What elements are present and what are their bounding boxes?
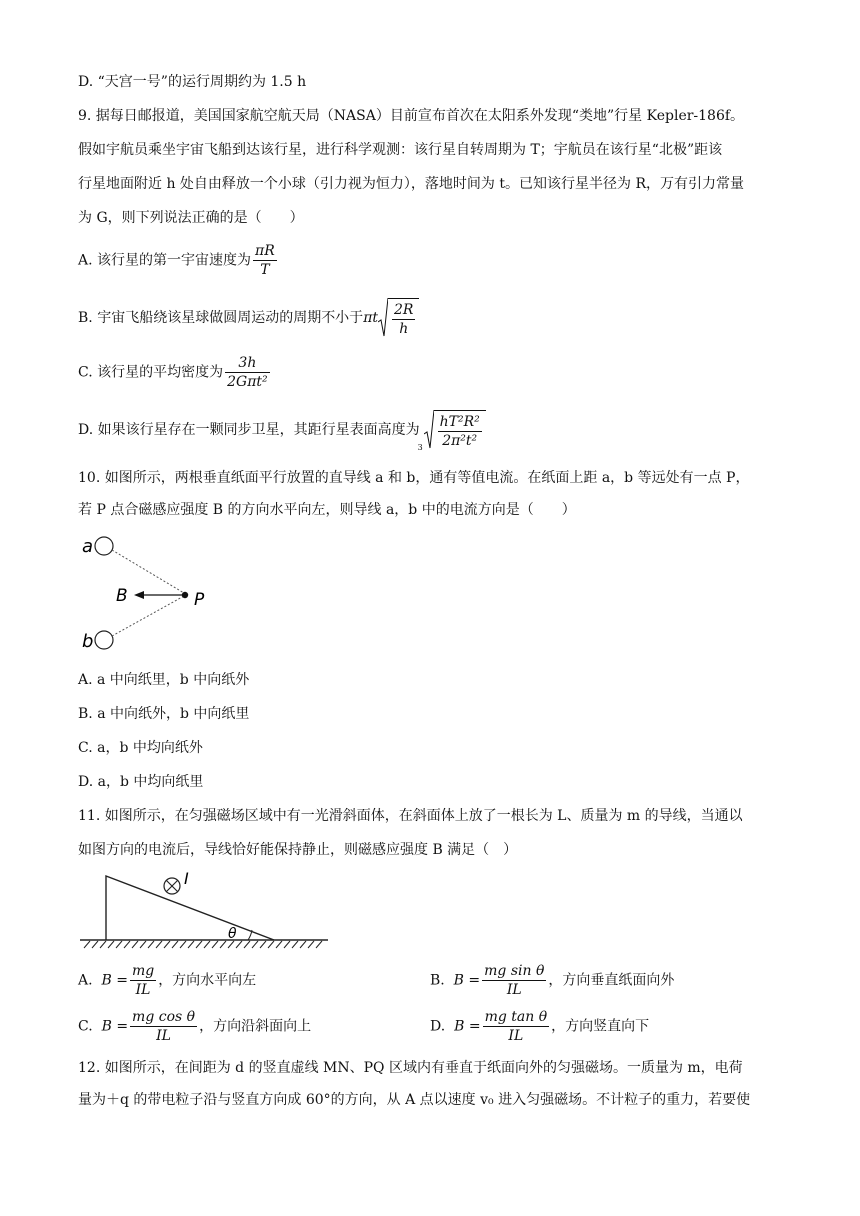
q9-option-d-cuberoot	[417, 410, 486, 452]
label-I: I	[184, 869, 189, 888]
q9-option-a-text: A. 该行星的第一宇宙速度为	[78, 252, 252, 269]
q11-option-c-den: IL	[156, 1028, 171, 1044]
q11-option-b-letter: B.	[430, 972, 445, 989]
q11-option-a-letter: A.	[78, 972, 93, 989]
q8-option-d: D. “天宫一号”的运行周期约为 1.5 h	[78, 74, 307, 90]
q9-option-a	[78, 242, 279, 279]
q9-option-b-prefix: πt	[363, 310, 379, 326]
q11-option-a-lhs: B =	[101, 972, 128, 989]
q10-option-c: C. a，b 中均向纸外	[78, 740, 203, 756]
q11-figure	[78, 864, 332, 950]
q11-option-d-letter: D.	[430, 1018, 446, 1035]
q11-option-b	[430, 962, 674, 999]
q10-stem-line2: 若 P 点合磁感应强度 B 的方向水平向左，则导线 a，b 中的电流方向是（ ）	[78, 502, 576, 518]
q11-option-d	[430, 1008, 649, 1045]
q9-option-b-den: h	[399, 321, 409, 337]
label-P: P	[194, 590, 205, 610]
q9-option-c-text: C. 该行星的平均密度为	[78, 364, 224, 381]
q11-option-a-den: IL	[135, 982, 151, 998]
q11-option-c-lhs: B =	[101, 1018, 129, 1035]
label-theta: θ	[228, 926, 237, 942]
q9-option-b-text: B. 宇宙飞船绕该星球做圆周运动的周期不小于	[78, 310, 364, 326]
label-b: b	[82, 631, 94, 652]
wire-b-icon	[95, 631, 113, 649]
q11-option-c-num: mg cos θ	[132, 1009, 196, 1025]
q12-stem-line2: 量为＋q 的带电粒子沿与竖直方向成 60°的方向，从 A 点以速度 v₀ 进入匀强磁场。不计粒子的重力，若要使	[78, 1092, 751, 1108]
label-a: a	[82, 536, 94, 557]
q11-option-d-lhs: B =	[454, 1018, 481, 1035]
q11-option-b-direction: ，方向垂直纸面向外	[548, 972, 675, 989]
q9-option-d-num: hT²R²	[439, 414, 480, 430]
q9-option-c-fraction	[225, 354, 270, 391]
q11-option-b-num: mg sin θ	[484, 963, 545, 979]
ground-hatching	[84, 941, 322, 948]
q11-option-d-den: IL	[508, 1028, 524, 1044]
q9-stem-line1: 9. 据每日邮报道，美国国家航空航天局（NASA）目前宣布首次在太阳系外发现“类地”行星 Kepler-186f。	[78, 108, 745, 124]
q9-option-c-num: 3h	[225, 354, 270, 373]
q9-option-d-text: D. 如果该行星存在一颗同步卫星，其距行星表面高度为	[78, 422, 420, 438]
incline-wedge	[106, 876, 274, 940]
q9-option-a-den: T	[260, 262, 270, 278]
q10-figure	[76, 530, 216, 658]
q11-option-b-den: IL	[506, 982, 522, 998]
q9-option-b-num: 2R	[394, 302, 414, 318]
q11-stem-line1: 11. 如图所示，在匀强磁场区域中有一光滑斜面体，在斜面体上放了一根长为 L、质量为 m 的导线，当通以	[78, 808, 743, 824]
q12-stem-line1: 12. 如图所示，在间距为 d 的竖直虚线 MN、PQ 区域内有垂直于纸面向外的匀强磁场。一质量为 m，电荷	[78, 1060, 743, 1076]
q9-option-a-fraction	[253, 242, 277, 279]
q11-option-d-num: mg tan θ	[484, 1009, 548, 1025]
q11-option-c-direction: ，方向沿斜面向上	[199, 1018, 312, 1035]
q9-option-d-den: 2π²t²	[442, 433, 478, 449]
q11-option-b-lhs: B =	[453, 972, 481, 989]
q9-stem-line2: 假如宇航员乘坐宇宙飞船到达该行星，进行科学观测：该行星自转周期为 T；宇航员在该行星“北极”距该	[78, 142, 723, 158]
q10-option-b: B. a 中向纸外，b 中向纸里	[78, 706, 250, 722]
point-p-dot	[182, 592, 188, 598]
q10-option-a: A. a 中向纸里，b 中向纸外	[78, 672, 250, 688]
q9-option-b	[78, 298, 419, 338]
q9-option-c	[78, 354, 272, 391]
q9-option-d-index: 3	[417, 443, 423, 452]
q11-stem-line2: 如图方向的电流后，导线恰好能保持静止，则磁感应强度 B 满足（ ）	[78, 842, 518, 858]
q11-option-a	[78, 962, 256, 999]
q9-option-c-den: 2Gπt²	[227, 374, 268, 390]
q9-option-b-sqrt	[378, 298, 419, 338]
wire-a-icon	[95, 537, 113, 555]
q11-option-c	[78, 1008, 311, 1045]
q11-option-a-direction: ，方向水平向左	[158, 972, 257, 989]
q9-stem-line4: 为 G，则下列说法正确的是（ ）	[78, 210, 304, 226]
q9-stem-line3: 行星地面附近 h 处自由释放一个小球（引力视为恒力），落地时间为 t。已知该行星半径为 R，万有引力常量	[78, 176, 744, 192]
q10-stem-line1: 10. 如图所示，两根垂直纸面平行放置的直导线 a 和 b，通有等值电流。在纸面上距 a，b 等远处有一点 P，	[78, 470, 750, 486]
q11-option-a-num: mg	[131, 963, 155, 979]
b-arrow-head-icon	[134, 591, 144, 599]
q10-option-d: D. a，b 中均向纸里	[78, 774, 204, 790]
q9-option-d	[78, 410, 486, 450]
q11-option-c-letter: C.	[78, 1018, 93, 1035]
q11-option-d-direction: ，方向竖直向下	[551, 1018, 650, 1035]
q9-option-a-num: πR	[255, 243, 275, 259]
label-B: B	[116, 586, 128, 606]
